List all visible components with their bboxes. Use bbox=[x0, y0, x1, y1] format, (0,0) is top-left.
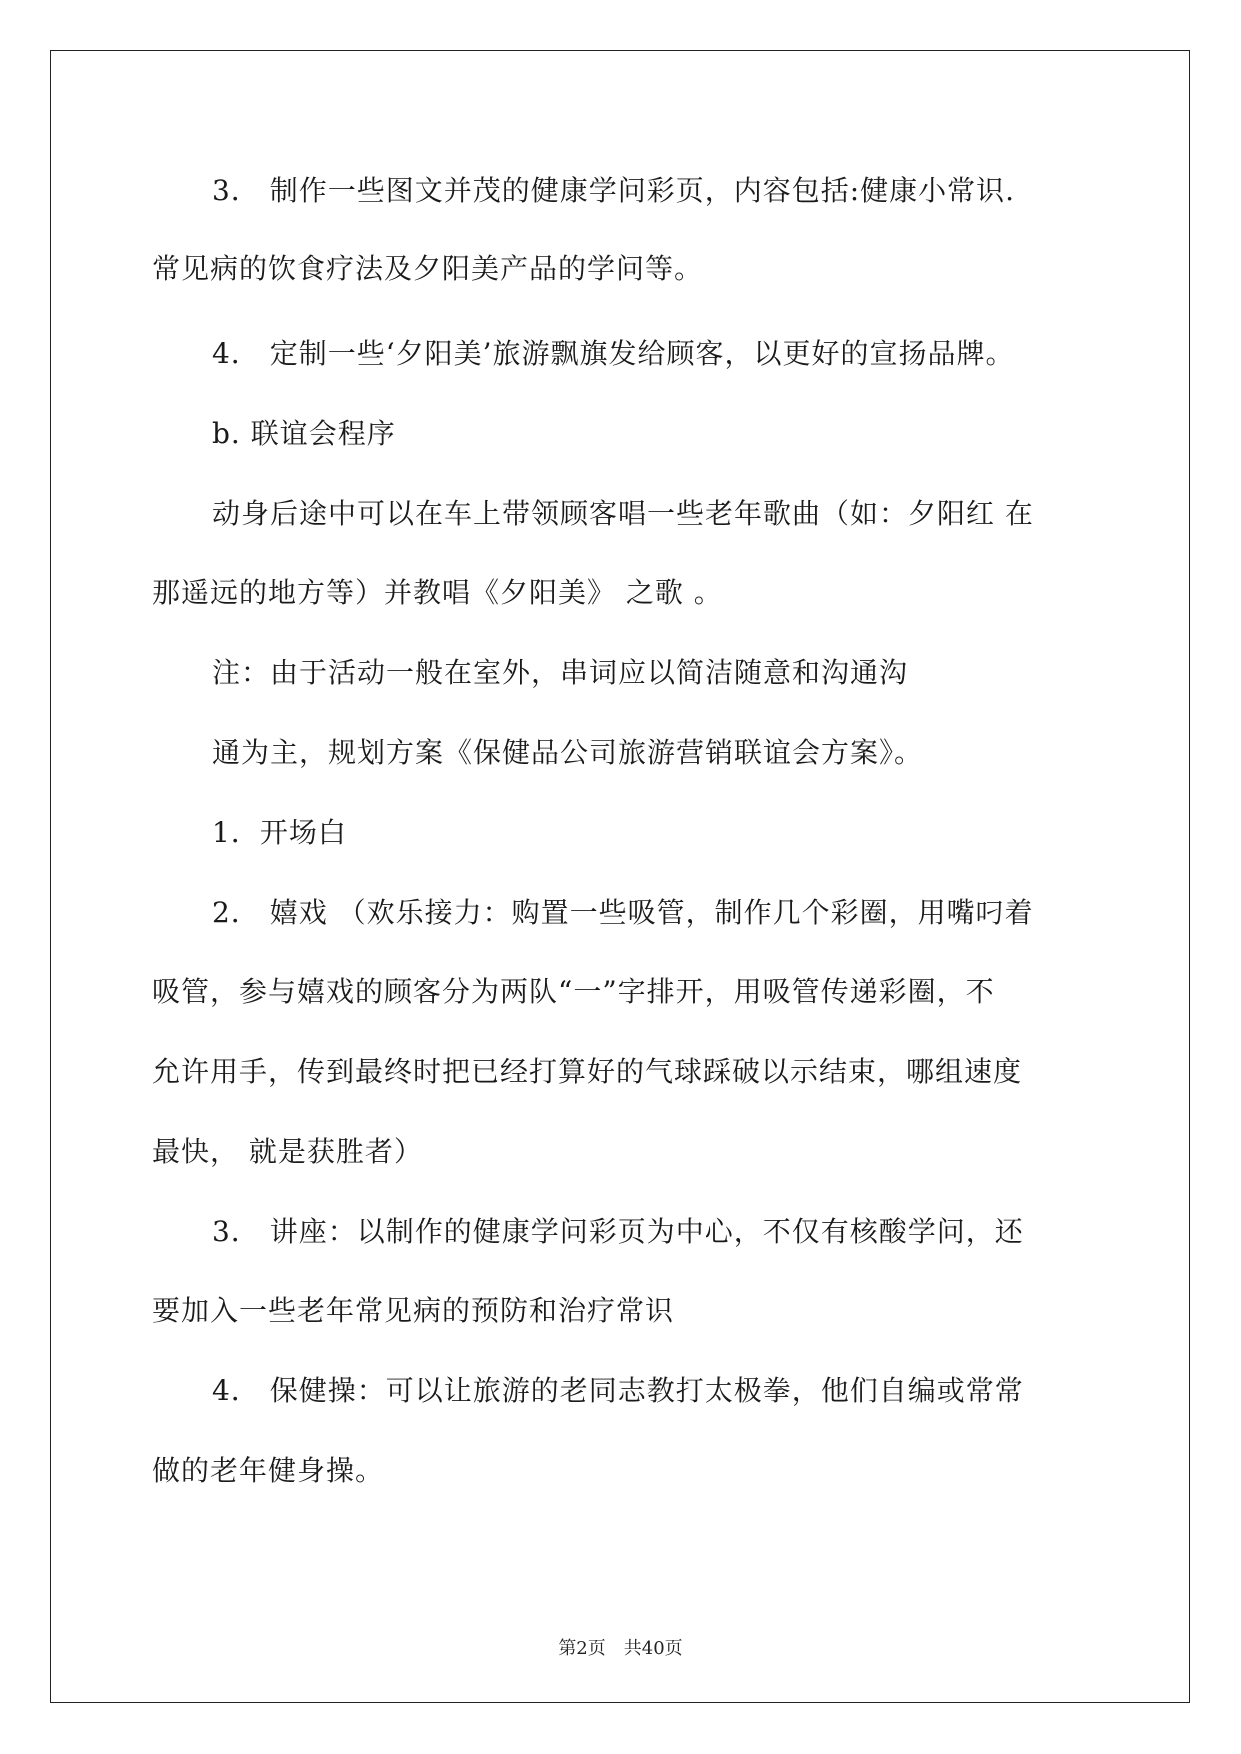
page-number: 第2页 bbox=[558, 1638, 606, 1659]
paragraph-line: 3． 制作一些图文并茂的健康学问彩页，内容包括:健康小常识. bbox=[212, 174, 1016, 207]
paragraph-line: 做的老年健身操。 bbox=[152, 1454, 385, 1487]
paragraph-line: b. 联谊会程序 bbox=[212, 417, 396, 450]
paragraph-line: 最快， 就是获胜者） bbox=[152, 1135, 423, 1168]
paragraph-line: 2． 嬉戏 （欢乐接力：购置一些吸管，制作几个彩圈，用嘴叼着 bbox=[212, 896, 1034, 929]
paragraph-line: 3． 讲座：以制作的健康学问彩页为中心，不仅有核酸学问，还 bbox=[212, 1215, 1024, 1248]
paragraph-line: 允许用手，传到最终时把已经打算好的气球踩破以示结束，哪组速度 bbox=[152, 1055, 1023, 1088]
paragraph-line: 注：由于活动一般在室外，串词应以简洁随意和沟通沟 bbox=[212, 656, 909, 689]
page-footer bbox=[0, 1638, 1241, 1660]
paragraph-line: 吸管，参与嬉戏的顾客分为两队“一”字排开，用吸管传递彩圈，不 bbox=[152, 975, 995, 1008]
paragraph-line: 4． 保健操：可以让旅游的老同志教打太极拳，他们自编或常常 bbox=[212, 1374, 1024, 1407]
paragraph-line: 通为主，规划方案《保健品公司旅游营销联谊会方案》。 bbox=[212, 736, 924, 769]
paragraph-line: 4． 定制一些‘夕阳美’旅游飘旗发给顾客，以更好的宣扬品牌。 bbox=[212, 337, 1015, 370]
paragraph-line: 动身后途中可以在车上带领顾客唱一些老年歌曲（如：夕阳红 在 bbox=[212, 497, 1034, 530]
page-total: 共40页 bbox=[623, 1638, 683, 1659]
paragraph-line: 那遥远的地方等）并教唱《夕阳美》 之歌 。 bbox=[152, 576, 723, 609]
paragraph-line: 1．开场白 bbox=[212, 816, 347, 849]
paragraph-line: 常见病的饮食疗法及夕阳美产品的学问等。 bbox=[152, 252, 704, 285]
paragraph-line: 要加入一些老年常见病的预防和治疗常识 bbox=[152, 1294, 675, 1327]
